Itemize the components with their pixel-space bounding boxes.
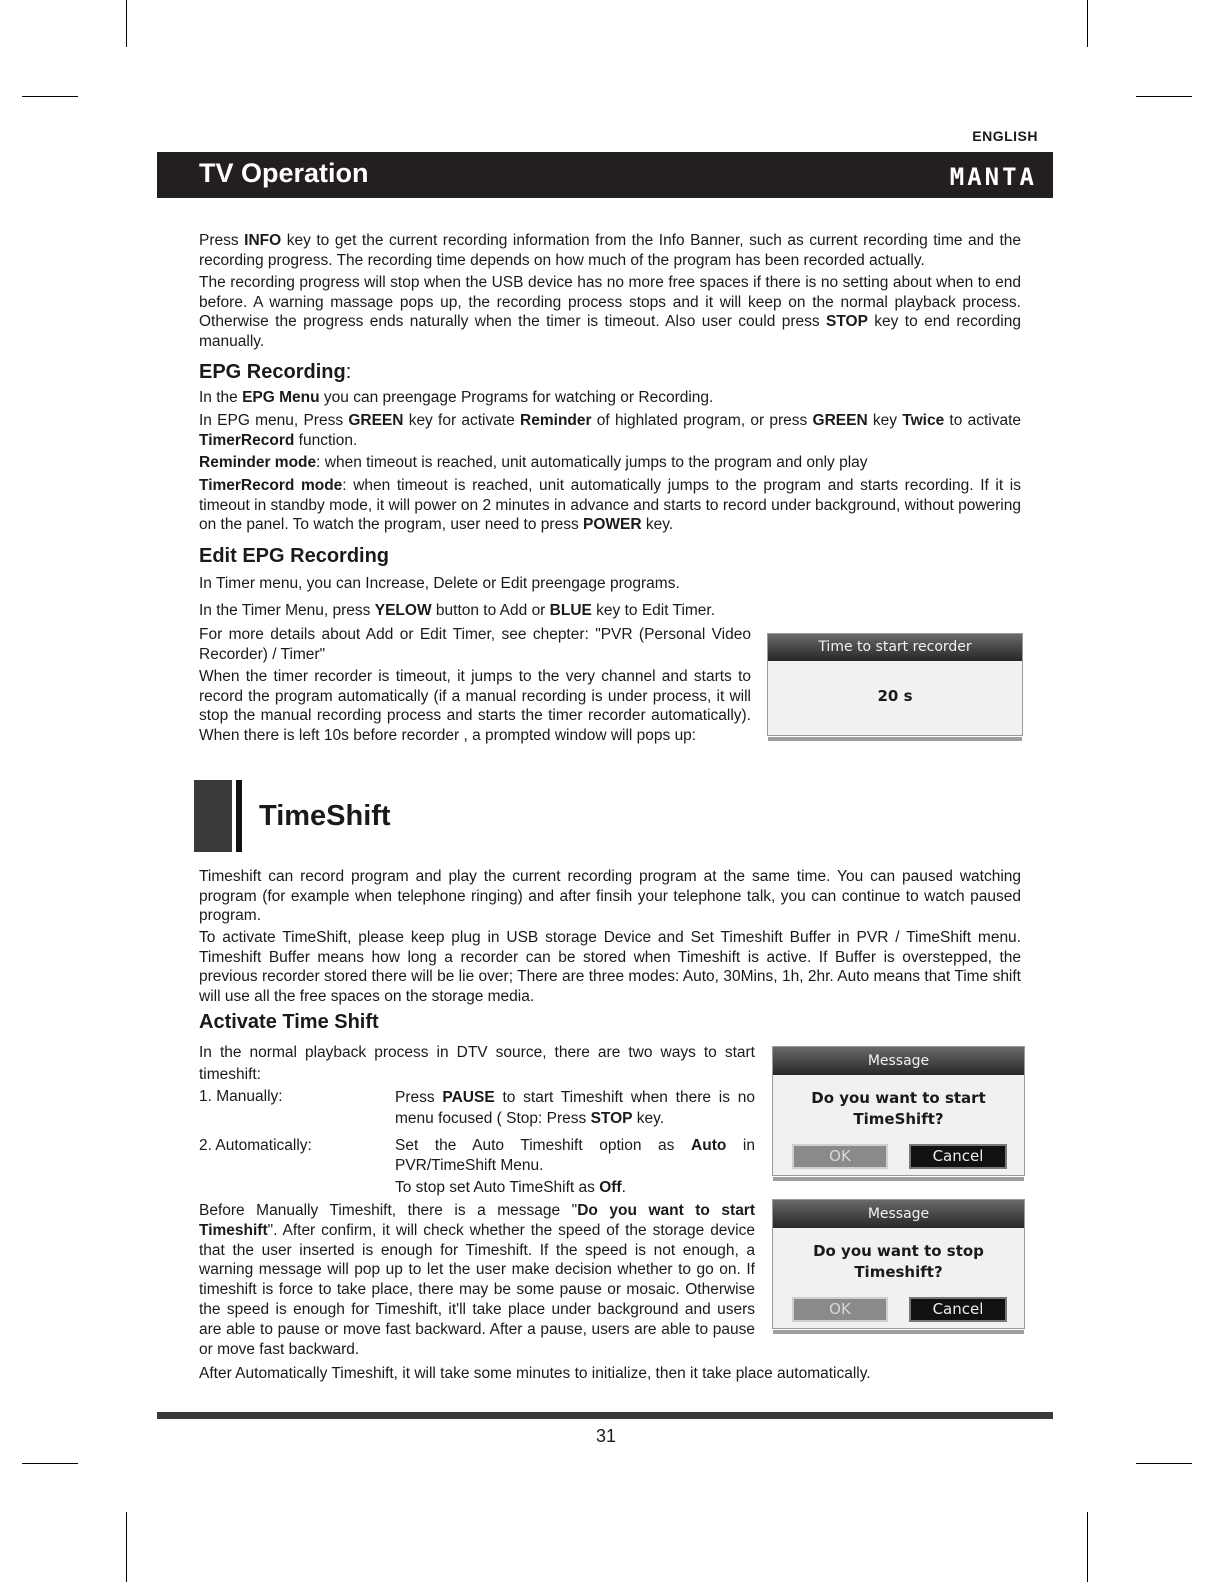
activate-intro: In the normal playback process in DTV source, there are two ways to start timeshift: <box>199 1044 755 1083</box>
crop-mark <box>126 1512 127 1582</box>
automatic-description: Set the Auto Timeshift option as Auto in PVR/TimeShift Menu. <box>395 1137 755 1174</box>
page-title: TV Operation <box>199 158 369 188</box>
edit-epg-paragraph-details: For more details about Add or Edit Timer, see chepter: "PVR (Personal Video Recorder) / Timer" <box>199 626 751 663</box>
automatic-stop-note: To stop set Auto TimeShift as Off. <box>395 1179 626 1196</box>
intro-paragraph-progress: The recording progress will stop when the USB device has no more free spaces if there is no setting about when to end before. A warning massage pops up, the recording process stops and it will keep on the normal playback process. Otherwise the progress ends naturally when the timer is timeout. Also user could press STOP key to end recording manually. <box>199 274 1021 350</box>
edit-epg-heading: Edit EPG Recording <box>199 545 390 567</box>
after-automatic-paragraph: After Automatically Timeshift, it will take some minutes to initialize, then it take place automatically. <box>199 1365 871 1382</box>
dialog-message-line2: TimeShift? <box>853 1110 944 1128</box>
recorder-countdown-dialog <box>767 633 1023 736</box>
dialog-message-line1: Do you want to start <box>811 1089 986 1107</box>
epg-paragraph-reminder: Reminder mode: when timeout is reached, unit automatically jumps to the program and only play <box>199 454 868 471</box>
automatic-label: 2. Automatically: <box>199 1137 312 1154</box>
dialog-message-line2: Timeshift? <box>854 1263 943 1281</box>
epg-recording-heading: EPG Recording: <box>199 361 352 383</box>
countdown-value: 20 s <box>877 687 913 705</box>
dialog-message-line1: Do you want to stop <box>813 1242 984 1260</box>
header-bar <box>157 152 1053 198</box>
ok-button[interactable]: OK <box>792 1144 888 1169</box>
page-number: 31 <box>595 1426 617 1446</box>
timeshift-paragraph-activate: To activate TimeShift, please keep plug in USB storage Device and Set Timeshift Buffer in PVR / TimeShift menu. Timeshift Buffer means how long a recorder can be stored when Timeshift is active. If Buffer is overstepped, the previous recorder stored there will be lie over; There are three modes: Auto, 30Mins, 1h, 2hr. Auto means that Time shift will use all the free spaces on the storage media. <box>199 929 1021 1005</box>
crop-mark <box>1087 0 1088 47</box>
edit-epg-paragraph-timeout: When the timer recorder is timeout, it jumps to the very channel and starts to record the program automatically (if a manual recording is under process, it will stop the manual recording process and starts the timer recorder automatically). When there is left 10s before recorder , a prompted window will pops up: <box>199 668 751 744</box>
epg-paragraph-green: In EPG menu, Press GREEN key for activate Reminder of highlated program, or press GREEN key Twice to activate TimerRecord function. <box>199 412 1022 449</box>
section-marker-icon <box>194 780 242 852</box>
crop-mark <box>1087 1512 1088 1582</box>
manual-description: Press PAUSE to start Timeshift when there is no menu focused ( Stop: Press STOP key. <box>395 1089 755 1127</box>
start-timeshift-dialog <box>772 1046 1025 1176</box>
cancel-button[interactable]: Cancel <box>909 1297 1007 1322</box>
dialog-title: Message <box>773 1200 1024 1228</box>
timeshift-section-title: TimeShift <box>259 800 391 832</box>
manual-label: 1. Manually: <box>199 1088 283 1105</box>
dialog-base-bar <box>773 1177 1024 1181</box>
cancel-button[interactable]: Cancel <box>909 1144 1007 1169</box>
dialog-base-bar <box>768 737 1022 741</box>
timeshift-paragraph-intro: Timeshift can record program and play the current recording program at the same time. You can paused watching program (for example when telephone ringing) and after finsih your telephone talk, you can continue to watch paused program. <box>199 868 1021 924</box>
crop-mark <box>1136 96 1192 97</box>
before-manual-paragraph: Before Manually Timeshift, there is a message "Do you want to start Timeshift". After confirm, it will check whether the speed of the storage device that the user inserted is enough for Timeshift. If the speed is not enough, a warning message will pop up to let the user make decision whether to go on. If timeshift is force to take place, there may be some pause or mosaic. Otherwise the speed is enough for Timeshift, it'll take place under background and users are able to pause or move fast backward. After a pause, users are able to pause or move fast backward. <box>199 1202 756 1358</box>
language-label: ENGLISH <box>972 128 1038 144</box>
brand-logo: MANTA <box>949 163 1037 191</box>
dialog-base-bar <box>773 1330 1024 1334</box>
epg-paragraph-timerrecord: TimerRecord mode: when timeout is reached, unit automatically jumps to the program and starts recording. If it is timeout in standby mode, it will power on 2 minutes in advance and starts to record under background, without powering on the panel. To watch the program, user need to press POWER key. <box>199 477 1021 533</box>
crop-mark <box>22 96 78 97</box>
edit-epg-paragraph-timer: In Timer menu, you can Increase, Delete or Edit preengage programs. <box>199 575 680 592</box>
crop-mark <box>22 1463 78 1464</box>
epg-paragraph-menu: In the EPG Menu you can preengage Programs for watching or Recording. <box>199 389 714 406</box>
intro-paragraph-info: Press INFO key to get the current recording information from the Info Banner, such as current recording time and the recording progress. The recording time depends on how much of the program has been recorded actually. <box>199 232 1021 269</box>
dialog-title: Time to start recorder <box>768 634 1022 661</box>
dialog-title: Message <box>773 1047 1024 1075</box>
crop-mark <box>1136 1463 1192 1464</box>
stop-timeshift-dialog <box>772 1199 1025 1329</box>
edit-epg-paragraph-keys: In the Timer Menu, press YELOW button to Add or BLUE key to Edit Timer. <box>199 602 716 619</box>
crop-mark <box>126 0 127 47</box>
activate-timeshift-heading: Activate Time Shift <box>199 1011 379 1033</box>
footer-bar <box>157 1412 1053 1419</box>
ok-button[interactable]: OK <box>792 1297 888 1322</box>
